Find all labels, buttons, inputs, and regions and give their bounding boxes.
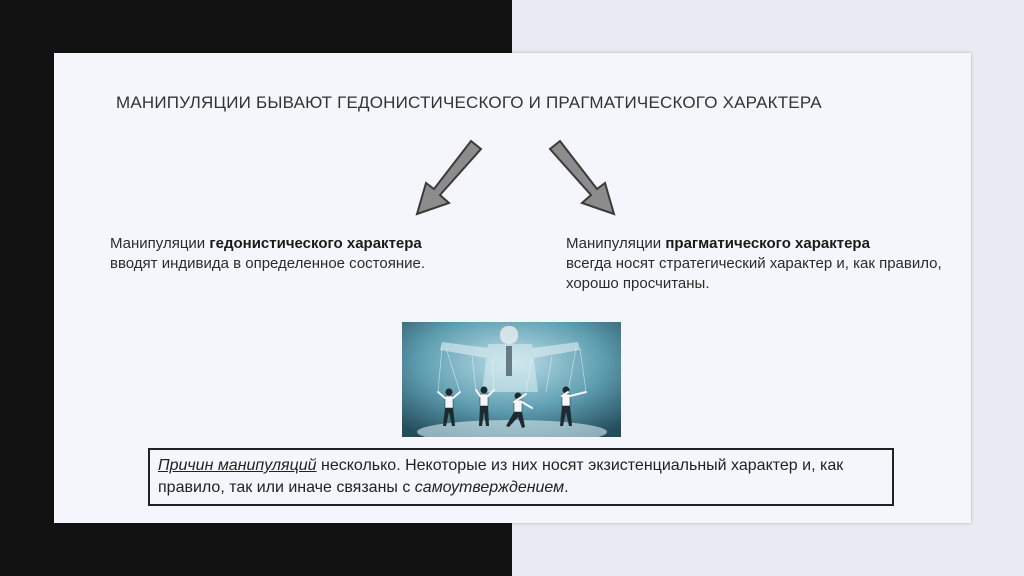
causes-note [148, 448, 894, 506]
slide-card [54, 53, 971, 523]
arrow-down-right-icon [547, 139, 617, 217]
arrow-down-left-icon [414, 139, 484, 217]
puppeteer-image [402, 322, 621, 437]
hedonistic-description [110, 234, 470, 274]
pragmatic-prefix: Манипуляции [566, 235, 666, 252]
note-italic: самоутверждением [414, 479, 565, 496]
note-end: . [564, 479, 569, 496]
hedonistic-bold: гедонистического характера [209, 235, 422, 252]
hedonistic-prefix: Манипуляции [110, 235, 210, 252]
note-italic-underlined: Причин манипуляций [158, 457, 317, 474]
pragmatic-description [566, 234, 946, 294]
note-text: несколько. Некоторые из них носят экзистенциальный характер и, как правило, так или иначе связаны с [158, 457, 844, 496]
slide-title: МАНИПУЛЯЦИИ БЫВАЮТ ГЕДОНИСТИЧЕСКОГО И ПРАГМАТИЧЕСКОГО ХАРАКТЕРА [116, 93, 822, 112]
pragmatic-rest: всегда носят стратегический характер и, как правило, хорошо просчитаны. [566, 255, 942, 292]
hedonistic-rest: вводят индивида в определенное состояние. [110, 255, 426, 272]
pragmatic-bold: прагматического характера [665, 235, 870, 252]
